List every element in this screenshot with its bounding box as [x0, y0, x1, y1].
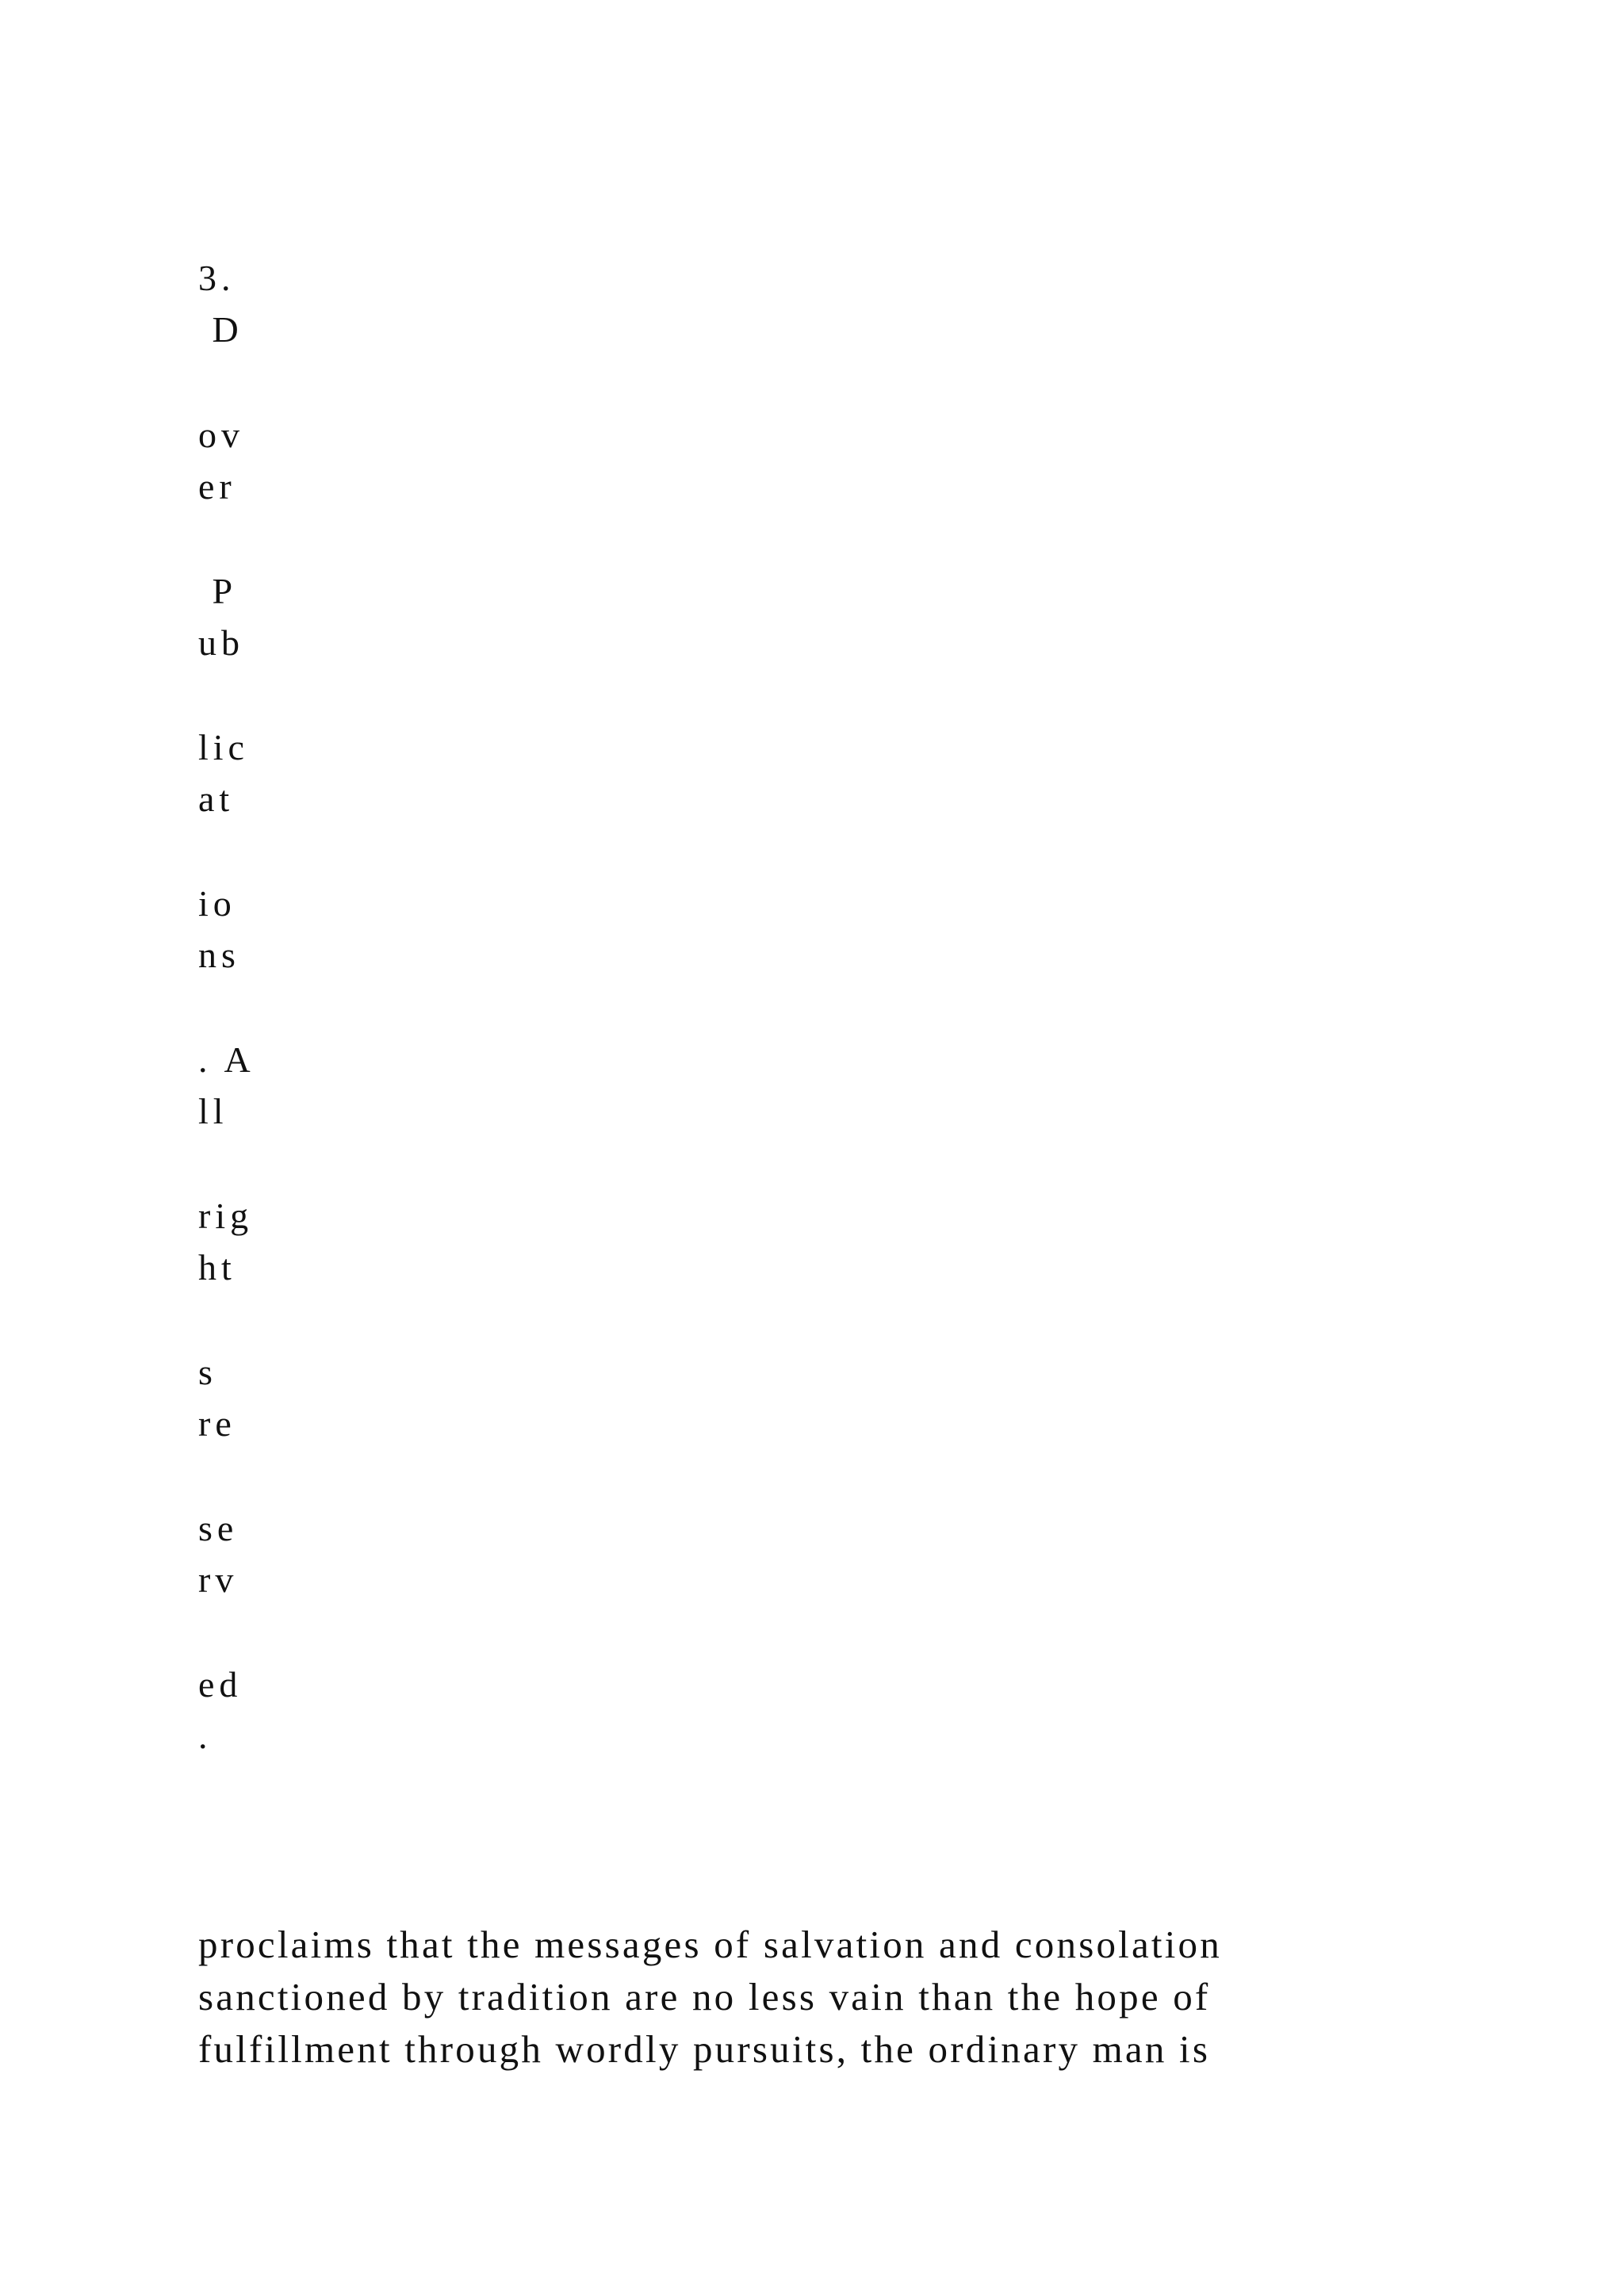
copyright-fragment: rig [198, 1196, 254, 1236]
copyright-fragment: ll [198, 1091, 228, 1131]
copyright-fragment: ov [198, 415, 244, 455]
copyright-fragment: s [198, 1352, 217, 1392]
copyright-fragment: se [198, 1508, 239, 1548]
copyright-fragment: er [198, 466, 236, 507]
copyright-fragment: at [198, 779, 235, 819]
body-line: fulfillment through wordly pursuits, the ordinary man is [198, 2027, 1211, 2071]
copyright-fragment: re [198, 1403, 236, 1444]
copyright-fragment: . A [198, 1039, 255, 1080]
copyright-fragment: ht [198, 1247, 236, 1288]
body-paragraph [198, 1919, 1546, 2076]
copyright-fragment: lic [198, 727, 249, 767]
copyright-fragment: D [198, 309, 243, 350]
body-line: proclaims that the messages of salvation and consolation [198, 1923, 1222, 1966]
copyright-fragment: . [198, 1716, 213, 1756]
copyright-fragment: io [198, 883, 236, 924]
copyright-fragment: P [198, 571, 238, 611]
copyright-fragment: ns [198, 935, 240, 975]
copyright-fragment: ed [198, 1664, 243, 1705]
copyright-fragment: ub [198, 622, 244, 663]
copyright-fragment: rv [198, 1559, 239, 1600]
copyright-fragment: 3. [198, 258, 236, 298]
body-line: sanctioned by tradition are no less vain than the hope of [198, 1975, 1211, 2019]
